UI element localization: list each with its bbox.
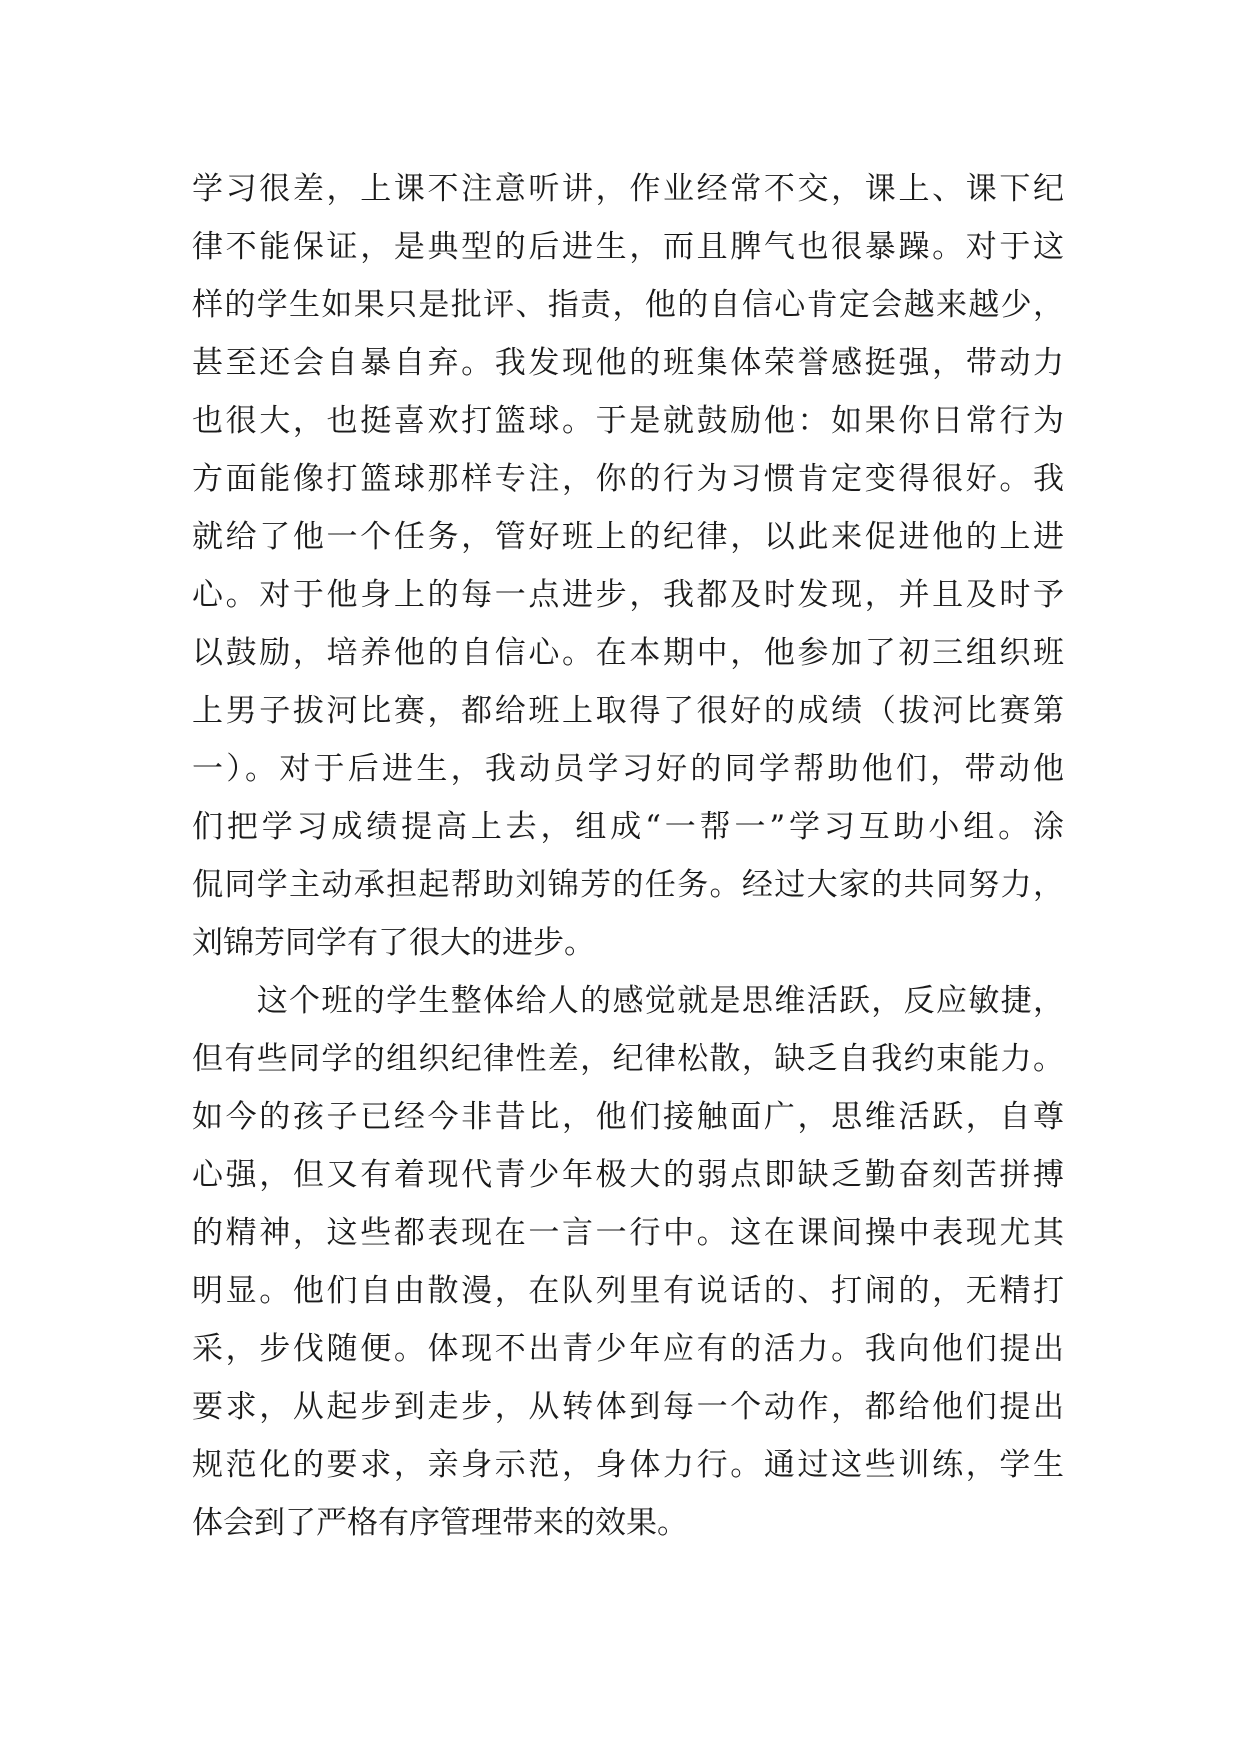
text-line: 学习很差，上课不注意听讲，作业经常不交，课上、课下纪 (192, 171, 1064, 207)
text-line: 们把学习成绩提高上去，组成“一帮一”学习互助小组。涂 (192, 809, 1064, 845)
text-line: 上男子拔河比赛，都给班上取得了很好的成绩（拔河比赛第 (192, 693, 1064, 729)
text-line: 明显。他们自由散漫，在队列里有说话的、打闹的，无精打 (192, 1273, 1064, 1309)
text-line: 的精神，这些都表现在一言一行中。这在课间操中表现尤其 (192, 1215, 1064, 1251)
text-line: 规范化的要求，亲身示范，身体力行。通过这些训练，学生 (192, 1447, 1064, 1483)
text-line: 刘锦芳同学有了很大的进步。 (192, 925, 595, 961)
paragraph-1 (192, 160, 1064, 972)
text-line: 方面能像打篮球那样专注，你的行为习惯肯定变得很好。我 (192, 461, 1064, 497)
text-line: 心。对于他身上的每一点进步，我都及时发现，并且及时予 (192, 577, 1064, 613)
text-line: 律不能保证，是典型的后进生，而且脾气也很暴躁。对于这 (192, 229, 1064, 265)
text-line: 采，步伐随便。体现不出青少年应有的活力。我向他们提出 (192, 1331, 1064, 1367)
text-line: 样的学生如果只是批评、指责，他的自信心肯定会越来越少， (192, 287, 1064, 323)
text-line: 体会到了严格有序管理带来的效果。 (192, 1505, 688, 1541)
text-line: 这个班的学生整体给人的感觉就是思维活跃，反应敏捷， (192, 983, 1064, 1019)
text-line: 侃同学主动承担起帮助刘锦芳的任务。经过大家的共同努力， (192, 867, 1064, 903)
text-line: 心强，但又有着现代青少年极大的弱点即缺乏勤奋刻苦拼搏 (192, 1157, 1064, 1193)
text-line: 一）。对于后进生，我动员学习好的同学帮助他们，带动他 (192, 751, 1064, 787)
text-line: 就给了他一个任务，管好班上的纪律，以此来促进他的上进 (192, 519, 1064, 555)
text-line: 甚至还会自暴自弃。我发现他的班集体荣誉感挺强，带动力 (192, 345, 1064, 381)
text-line: 要求，从起步到走步，从转体到每一个动作，都给他们提出 (192, 1389, 1064, 1425)
text-line: 也很大，也挺喜欢打篮球。于是就鼓励他：如果你日常行为 (192, 403, 1064, 439)
paragraph-2 (192, 972, 1064, 1552)
text-line: 但有些同学的组织纪律性差，纪律松散，缺乏自我约束能力。 (192, 1041, 1064, 1077)
text-line: 如今的孩子已经今非昔比，他们接触面广，思维活跃，自尊 (192, 1099, 1064, 1135)
text-line: 以鼓励，培养他的自信心。在本期中，他参加了初三组织班 (192, 635, 1064, 671)
